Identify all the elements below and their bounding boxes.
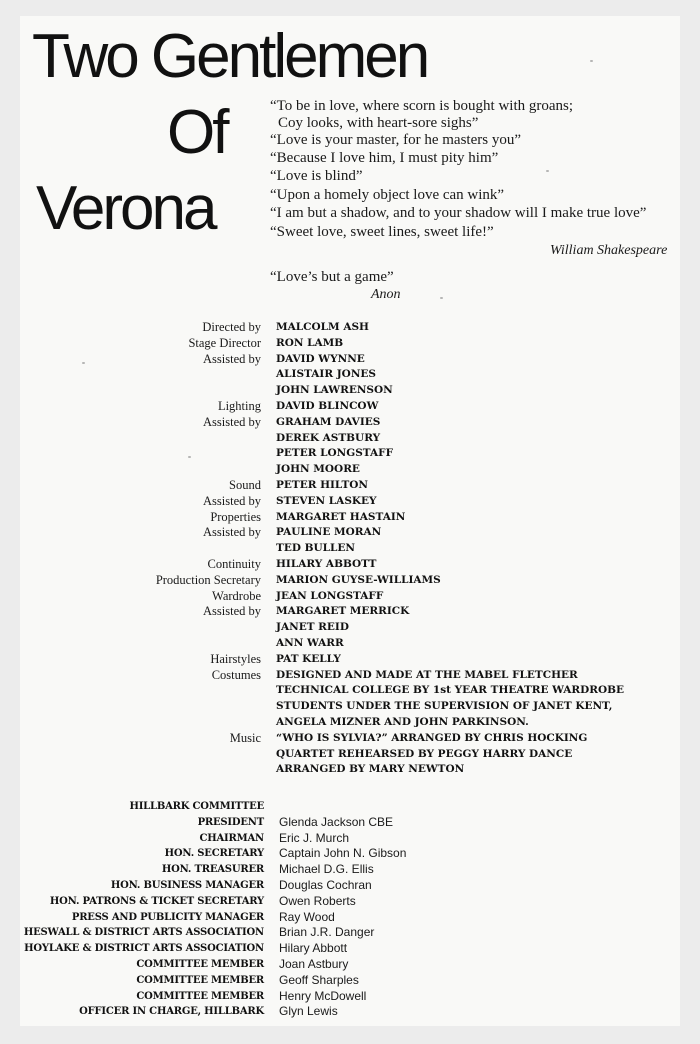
committee-role: PRESIDENT [197,816,264,828]
committee-name: Owen Roberts [279,893,356,908]
credit-name: DAVID WYNNE [276,352,365,365]
credit-name: HILARY ABBOTT [276,557,377,570]
quote-line: “I am but a shadow, and to your shadow will I make true love” [270,205,647,221]
committee-name: Ray Wood [279,909,335,924]
committee-name: Captain John N. Gibson [279,846,407,861]
quote-line: “To be in love, where scorn is bought with groans; [270,98,574,114]
credit-role: Costumes [211,667,261,682]
paper-speck [440,297,443,299]
title-line-3: Verona [36,174,215,243]
credit-role: Assisted by [203,351,261,366]
credit-role: Sound [229,477,261,492]
credit-name: PAT KELLY [276,652,341,665]
committee-role: COMMITTEE MEMBER [136,990,264,1002]
anon-quote: “Love’s but a game” [270,269,394,285]
committee-name: Joan Astbury [279,956,349,971]
credit-role: Wardrobe [212,588,261,603]
credit-name: GRAHAM DAVIES [276,415,381,428]
credit-role: Continuity [207,556,261,571]
credit-name: TED BULLEN [276,542,355,555]
title-line-2: Of [167,98,227,167]
credit-name: ANN WARR [276,636,344,649]
quote-line: Coy looks, with heart-sore sighs” [278,115,479,131]
credit-role: Assisted by [203,414,261,429]
committee-role: HESWALL & DISTRICT ARTS ASSOCIATION [23,927,264,939]
committee-role: PRESS AND PUBLICITY MANAGER [71,911,264,923]
committee-name: Geoff Sharples [279,972,359,987]
credit-name: DESIGNED AND MADE AT THE MABEL FLETCHER TECHNICAL COLLEGE BY 1st YEAR THEATRE WARDROBE STUDENTS UNDER THE SUPERVISION OF JANET KENT, ANGELA MIZNER AND JOHN PARKINSON. [276,668,624,728]
paper-speck [188,456,191,458]
credit-name: MARGARET MERRICK [276,605,410,618]
credit-role: Properties [210,509,261,524]
credit-role: Music [229,730,261,745]
committee-role: OFFICER IN CHARGE, HILLBARK [79,1006,264,1018]
credit-name: DEREK ASTBURY [276,431,381,444]
quote-line: “Love is your master, for he masters you” [270,132,521,148]
credit-name: STEVEN LASKEY [276,494,377,507]
credit-name: PETER LONGSTAFF [276,447,394,460]
paper-speck [590,60,593,62]
credit-role: Lighting [217,398,261,413]
quote-line: “Sweet love, sweet lines, sweet life!” [270,224,494,240]
committee-role: HOYLAKE & DISTRICT ARTS ASSOCIATION [24,943,264,955]
paper-speck [82,362,85,364]
committee-name: Hilary Abbott [279,941,348,956]
credit-role: Stage Director [188,335,261,350]
credit-name: PETER HILTON [276,478,369,491]
committee-name: Glenda Jackson CBE [279,814,394,829]
committee-name: Henry McDowell [279,988,367,1003]
committee-name: Michael D.G. Ellis [279,862,374,877]
committee-role: HON. PATRONS & TICKET SECRETARY [49,895,264,907]
credit-name: JANET REID [276,621,349,634]
credit-role: Production Secretary [155,572,261,587]
hillbark-committee [20,799,680,1020]
credit-role: Directed by [202,320,261,334]
credit-name: DAVID BLINCOW [276,399,379,412]
credit-role: Assisted by [203,493,261,508]
production-credits [20,320,680,778]
quote-line: “Love is blind” [270,168,363,184]
credit-name: MALCOLM ASH [276,321,369,333]
committee-role: COMMITTEE MEMBER [136,958,264,970]
credit-name: “WHO IS SYLVIA?” ARRANGED BY CHRIS HOCKING QUARTET REHEARSED BY PEGGY HARRY DANCE ARRANGED BY MARY NEWTON [276,731,588,776]
credit-name: ALISTAIR JONES [276,368,377,381]
credit-name: JOHN LAWRENSON [276,384,393,397]
committee-role: HON. BUSINESS MANAGER [110,879,264,891]
credit-role: Assisted by [203,604,261,619]
paper-speck [546,170,549,172]
programme-page [20,16,680,1026]
committee-name: Douglas Cochran [279,877,372,892]
credit-role: Assisted by [203,525,261,540]
shakespeare-attribution: William Shakespeare [550,243,668,258]
committee-role: COMMITTEE MEMBER [136,974,264,986]
credit-name: MARION GUYSE-WILLIAMS [276,573,441,586]
committee-name: Glyn Lewis [279,1004,338,1019]
committee-role: HON. TREASURER [161,864,264,876]
anon-attribution: Anon [371,287,401,302]
quote-line: “Upon a homely object love can wink” [270,187,505,203]
committee-name: Brian J.R. Danger [279,925,375,940]
credit-name: JEAN LONGSTAFF [276,589,384,602]
credit-name: JOHN MOORE [276,463,360,476]
credit-name: PAULINE MORAN [276,526,382,539]
committee-name: Eric J. Murch [279,830,350,845]
title-line-1: Two Gentlemen [32,22,428,91]
quote-line: “Because I love him, I must pity him” [270,150,499,166]
credit-name: RON LAMB [276,336,344,349]
committee-heading: HILLBARK COMMITTEE [129,801,264,812]
credit-name: MARGARET HASTAIN [276,510,406,523]
committee-role: HON. SECRETARY [164,848,264,860]
committee-role: CHAIRMAN [199,832,264,844]
credit-role: Hairstyles [210,651,261,666]
